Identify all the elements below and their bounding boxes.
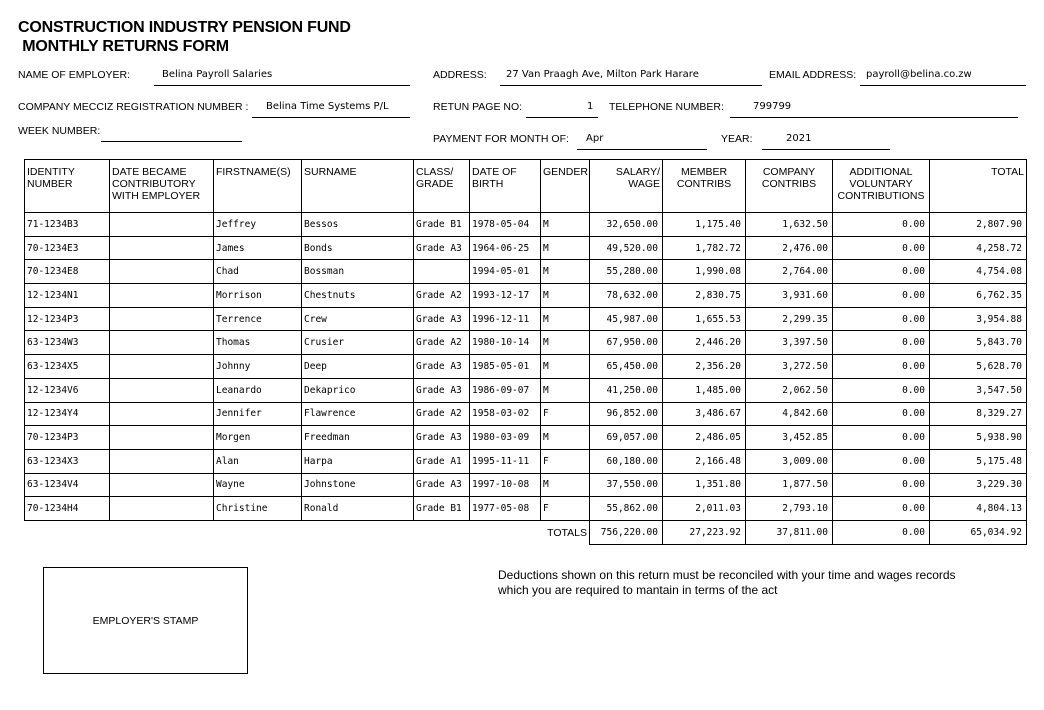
cell-dob: 1985-05-01 [470, 355, 541, 379]
table-row [25, 260, 1027, 284]
cell-company: 2,764.00 [746, 260, 833, 284]
cell-salary: 32,650.00 [590, 213, 663, 237]
table-row [25, 402, 1027, 426]
cell-date-contrib [110, 260, 214, 284]
cell-salary: 60,180.00 [590, 449, 663, 473]
cell-id: 70-1234E3 [25, 236, 110, 260]
table-row [25, 355, 1027, 379]
cell-id: 70-1234P3 [25, 426, 110, 450]
cell-date-contrib [110, 284, 214, 308]
cell-firstname: Morrison [214, 284, 302, 308]
cell-total: 8,329.27 [930, 402, 1027, 426]
cell-surname: Flawrence [302, 402, 414, 426]
cell-class: Grade A3 [414, 236, 470, 260]
cell-additional: 0.00 [833, 378, 930, 402]
cell-total: 5,843.70 [930, 331, 1027, 355]
year-underline [762, 149, 890, 150]
cell-date-contrib [110, 236, 214, 260]
cell-class: Grade A3 [414, 426, 470, 450]
email-field[interactable]: payroll@belina.co.zw [866, 69, 972, 80]
cell-id: 70-1234H4 [25, 497, 110, 521]
cell-id: 12-1234V6 [25, 378, 110, 402]
cell-firstname: Chad [214, 260, 302, 284]
cell-additional: 0.00 [833, 307, 930, 331]
table-header-row [25, 160, 1027, 213]
cell-total: 3,547.50 [930, 378, 1027, 402]
cell-id: 12-1234N1 [25, 284, 110, 308]
cell-id: 63-1234W3 [25, 331, 110, 355]
cell-surname: Dekaprico [302, 378, 414, 402]
header-date-contributory: DATE BECAME CONTRIBUTORY WITH EMPLOYER [110, 160, 214, 213]
address-label: ADDRESS: [433, 69, 487, 81]
cell-gender: M [541, 426, 590, 450]
cell-additional: 0.00 [833, 426, 930, 450]
cell-total: 4,258.72 [930, 236, 1027, 260]
payment-month-underline [577, 149, 707, 150]
cell-class: Grade A2 [414, 284, 470, 308]
totals-row [25, 520, 1027, 544]
table-row [25, 331, 1027, 355]
cell-salary: 45,987.00 [590, 307, 663, 331]
table-row [25, 473, 1027, 497]
cell-salary: 55,862.00 [590, 497, 663, 521]
email-underline [860, 85, 1026, 86]
cell-surname: Ronald [302, 497, 414, 521]
employer-field[interactable]: Belina Payroll Salaries [162, 69, 273, 80]
cell-gender: M [541, 378, 590, 402]
cell-company: 2,793.10 [746, 497, 833, 521]
cell-firstname: Christine [214, 497, 302, 521]
year-field[interactable]: 2021 [786, 133, 812, 144]
contributions-table [24, 159, 1027, 545]
cell-dob: 1995-11-11 [470, 449, 541, 473]
table-row [25, 284, 1027, 308]
totals-company: 37,811.00 [746, 520, 833, 544]
cell-salary: 65,450.00 [590, 355, 663, 379]
header-total: TOTAL [930, 160, 1027, 213]
cell-additional: 0.00 [833, 213, 930, 237]
reconcile-note-line2: which you are required to mantain in terms of the act [498, 583, 778, 597]
cell-additional: 0.00 [833, 497, 930, 521]
cell-firstname: Johnny [214, 355, 302, 379]
totals-total: 65,034.92 [930, 520, 1027, 544]
cell-gender: M [541, 236, 590, 260]
cell-company: 1,632.50 [746, 213, 833, 237]
cell-dob: 1994-05-01 [470, 260, 541, 284]
cell-surname: Bossman [302, 260, 414, 284]
cell-additional: 0.00 [833, 260, 930, 284]
cell-gender: M [541, 284, 590, 308]
cell-date-contrib [110, 331, 214, 355]
cell-total: 2,807.90 [930, 213, 1027, 237]
cell-salary: 41,250.00 [590, 378, 663, 402]
cell-id: 63-1234V4 [25, 473, 110, 497]
cell-additional: 0.00 [833, 331, 930, 355]
cell-dob: 1980-03-09 [470, 426, 541, 450]
cell-surname: Crew [302, 307, 414, 331]
cell-dob: 1964-06-25 [470, 236, 541, 260]
cell-company: 3,452.85 [746, 426, 833, 450]
form-title-line2: MONTHLY RETURNS FORM [18, 38, 229, 55]
address-underline [500, 85, 762, 86]
cell-total: 5,938.90 [930, 426, 1027, 450]
cell-class: Grade A3 [414, 355, 470, 379]
registration-underline [252, 117, 410, 118]
cell-company: 4,842.60 [746, 402, 833, 426]
cell-company: 2,476.00 [746, 236, 833, 260]
cell-surname: Johnstone [302, 473, 414, 497]
cell-class: Grade A2 [414, 331, 470, 355]
totals-additional: 0.00 [833, 520, 930, 544]
cell-gender: M [541, 331, 590, 355]
header-gender: GENDER [541, 160, 590, 213]
cell-date-contrib [110, 213, 214, 237]
cell-gender: M [541, 260, 590, 284]
cell-id: 71-1234B3 [25, 213, 110, 237]
cell-firstname: Alan [214, 449, 302, 473]
cell-firstname: Leanardo [214, 378, 302, 402]
telephone-field[interactable]: 799799 [753, 101, 792, 112]
header-member-contribs: MEMBER CONTRIBS [663, 160, 746, 213]
cell-firstname: Morgen [214, 426, 302, 450]
cell-additional: 0.00 [833, 473, 930, 497]
cell-class: Grade A3 [414, 473, 470, 497]
cell-date-contrib [110, 473, 214, 497]
cell-surname: Harpa [302, 449, 414, 473]
cell-date-contrib [110, 307, 214, 331]
cell-dob: 1997-10-08 [470, 473, 541, 497]
cell-salary: 67,950.00 [590, 331, 663, 355]
cell-class: Grade A3 [414, 307, 470, 331]
cell-class: Grade A1 [414, 449, 470, 473]
cell-company: 2,062.50 [746, 378, 833, 402]
cell-class: Grade B1 [414, 213, 470, 237]
cell-gender: F [541, 449, 590, 473]
cell-class: Grade B1 [414, 497, 470, 521]
cell-surname: Deep [302, 355, 414, 379]
cell-salary: 55,280.00 [590, 260, 663, 284]
cell-total: 6,762.35 [930, 284, 1027, 308]
cell-firstname: James [214, 236, 302, 260]
cell-gender: M [541, 213, 590, 237]
return-page-underline [526, 117, 598, 118]
cell-dob: 1958-03-02 [470, 402, 541, 426]
employer-stamp-label: EMPLOYER'S STAMP [92, 614, 199, 627]
cell-dob: 1977-05-08 [470, 497, 541, 521]
cell-dob: 1993-12-17 [470, 284, 541, 308]
cell-member: 2,446.20 [663, 331, 746, 355]
totals-salary: 756,220.00 [590, 520, 663, 544]
cell-date-contrib [110, 497, 214, 521]
header-company-contribs: COMPANY CONTRIBS [746, 160, 833, 213]
header-additional-voluntary: ADDITIONAL VOLUNTARY CONTRIBUTIONS [833, 160, 930, 213]
cell-company: 3,009.00 [746, 449, 833, 473]
cell-total: 3,954.88 [930, 307, 1027, 331]
cell-gender: M [541, 355, 590, 379]
cell-date-contrib [110, 449, 214, 473]
cell-date-contrib [110, 355, 214, 379]
header-date-of-birth: DATE OF BIRTH [470, 160, 541, 213]
cell-class: Grade A3 [414, 378, 470, 402]
cell-member: 1,655.53 [663, 307, 746, 331]
year-label: YEAR: [721, 133, 753, 145]
cell-dob: 1978-05-04 [470, 213, 541, 237]
header-surname: SURNAME [302, 160, 414, 213]
header-class-grade: CLASS/ GRADE [414, 160, 470, 213]
cell-member: 2,486.05 [663, 426, 746, 450]
cell-id: 12-1234Y4 [25, 402, 110, 426]
cell-company: 3,272.50 [746, 355, 833, 379]
telephone-underline [730, 117, 1018, 118]
cell-additional: 0.00 [833, 402, 930, 426]
registration-field[interactable]: Belina Time Systems P/L [266, 101, 389, 112]
cell-dob: 1996-12-11 [470, 307, 541, 331]
cell-total: 4,754.08 [930, 260, 1027, 284]
registration-label: COMPANY MECCIZ REGISTRATION NUMBER : [18, 101, 249, 113]
header-identity-number: IDENTITY NUMBER [25, 160, 110, 213]
cell-firstname: Terrence [214, 307, 302, 331]
cell-member: 2,166.48 [663, 449, 746, 473]
cell-total: 5,628.70 [930, 355, 1027, 379]
week-number-underline [101, 141, 242, 142]
cell-company: 2,299.35 [746, 307, 833, 331]
header-salary-wage: SALARY/ WAGE [590, 160, 663, 213]
payment-month-field[interactable]: Apr [586, 133, 604, 144]
table-row [25, 378, 1027, 402]
cell-company: 3,931.60 [746, 284, 833, 308]
cell-member: 2,830.75 [663, 284, 746, 308]
cell-surname: Chestnuts [302, 284, 414, 308]
cell-member: 2,356.20 [663, 355, 746, 379]
cell-salary: 96,852.00 [590, 402, 663, 426]
cell-firstname: Wayne [214, 473, 302, 497]
reconcile-note-line1: Deductions shown on this return must be reconciled with your time and wages records [498, 568, 956, 582]
employer-label: NAME OF EMPLOYER: [18, 69, 131, 81]
cell-firstname: Jennifer [214, 402, 302, 426]
cell-member: 1,990.08 [663, 260, 746, 284]
cell-company: 3,397.50 [746, 331, 833, 355]
cell-class [414, 260, 470, 284]
cell-salary: 78,632.00 [590, 284, 663, 308]
cell-additional: 0.00 [833, 449, 930, 473]
form-title-line1: CONSTRUCTION INDUSTRY PENSION FUND [18, 19, 351, 36]
cell-company: 1,877.50 [746, 473, 833, 497]
cell-date-contrib [110, 378, 214, 402]
cell-dob: 1980-10-14 [470, 331, 541, 355]
table-row [25, 426, 1027, 450]
cell-gender: M [541, 307, 590, 331]
cell-gender: M [541, 473, 590, 497]
cell-surname: Bonds [302, 236, 414, 260]
table-row [25, 449, 1027, 473]
table-row [25, 307, 1027, 331]
employer-underline [154, 85, 410, 86]
cell-salary: 49,520.00 [590, 236, 663, 260]
cell-id: 70-1234E8 [25, 260, 110, 284]
cell-additional: 0.00 [833, 236, 930, 260]
header-firstname: FIRSTNAME(S) [214, 160, 302, 213]
totals-member: 27,223.92 [663, 520, 746, 544]
telephone-label: TELEPHONE NUMBER: [609, 101, 724, 113]
table-row [25, 497, 1027, 521]
cell-gender: F [541, 402, 590, 426]
week-number-label: WEEK NUMBER: [18, 125, 101, 137]
cell-surname: Freedman [302, 426, 414, 450]
return-page-label: RETUN PAGE NO: [433, 101, 523, 113]
cell-member: 1,351.80 [663, 473, 746, 497]
table-row [25, 236, 1027, 260]
cell-surname: Bessos [302, 213, 414, 237]
payment-month-label: PAYMENT FOR MONTH OF: [433, 133, 569, 145]
cell-member: 1,782.72 [663, 236, 746, 260]
cell-id: 63-1234X5 [25, 355, 110, 379]
cell-salary: 37,550.00 [590, 473, 663, 497]
cell-salary: 69,057.00 [590, 426, 663, 450]
cell-additional: 0.00 [833, 284, 930, 308]
cell-member: 3,486.67 [663, 402, 746, 426]
email-label: EMAIL ADDRESS: [769, 69, 857, 81]
table-row [25, 213, 1027, 237]
cell-member: 2,011.03 [663, 497, 746, 521]
cell-class: Grade A2 [414, 402, 470, 426]
cell-total: 4,804.13 [930, 497, 1027, 521]
cell-dob: 1986-09-07 [470, 378, 541, 402]
cell-firstname: Thomas [214, 331, 302, 355]
cell-additional: 0.00 [833, 355, 930, 379]
cell-total: 5,175.48 [930, 449, 1027, 473]
cell-member: 1,175.40 [663, 213, 746, 237]
cell-member: 1,485.00 [663, 378, 746, 402]
cell-date-contrib [110, 426, 214, 450]
cell-total: 3,229.30 [930, 473, 1027, 497]
cell-date-contrib [110, 402, 214, 426]
address-field[interactable]: 27 Van Praagh Ave, Milton Park Harare [506, 69, 699, 80]
cell-firstname: Jeffrey [214, 213, 302, 237]
employer-stamp-box [43, 567, 248, 674]
totals-label: TOTALS [547, 526, 587, 539]
cell-surname: Crusier [302, 331, 414, 355]
cell-id: 12-1234P3 [25, 307, 110, 331]
cell-gender: F [541, 497, 590, 521]
return-page-field[interactable]: 1 [587, 101, 594, 112]
cell-id: 63-1234X3 [25, 449, 110, 473]
